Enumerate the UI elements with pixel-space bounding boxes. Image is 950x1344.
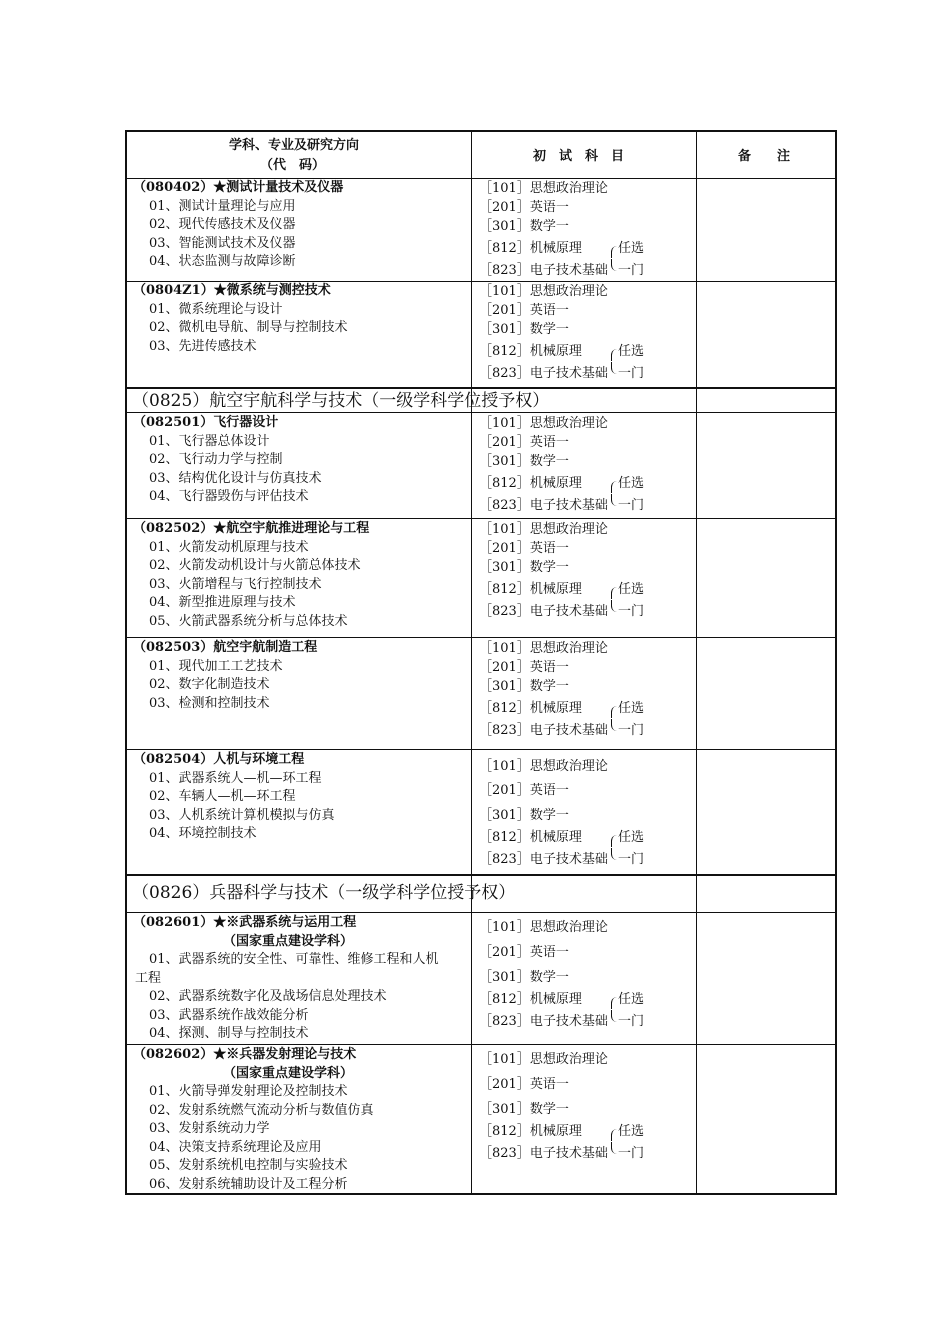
exam-subject-812: ［812］机械原理 bbox=[479, 344, 582, 359]
admissions-table bbox=[125, 130, 837, 1195]
elective-note: 一门 bbox=[618, 723, 645, 738]
elective-note: 任选 bbox=[618, 1124, 645, 1139]
brace-icon bbox=[611, 362, 618, 374]
exam-subject-812: ［812］机械原理 bbox=[479, 701, 582, 716]
exam-subject-823: ［823］电子技术基础 bbox=[479, 366, 608, 381]
brace-icon bbox=[611, 349, 618, 361]
remarks-dash-rule bbox=[696, 637, 835, 638]
research-direction: 04、新型推进原理与技术 bbox=[149, 595, 296, 610]
major-title: （082504）人机与环境工程 bbox=[133, 752, 305, 767]
research-direction: 02、发射系统燃气流动分析与数值仿真 bbox=[149, 1102, 374, 1118]
brace-icon bbox=[611, 719, 618, 731]
elective-note: 任选 bbox=[618, 992, 645, 1007]
major-title: （080402）★测试计量技术及仪器 bbox=[133, 180, 344, 195]
research-direction: 05、火箭武器系统分析与总体技术 bbox=[149, 613, 348, 629]
exam-subject-812: ［812］机械原理 bbox=[479, 1124, 582, 1139]
exam-subject-823: ［823］电子技术基础 bbox=[479, 852, 608, 867]
exam-subject-101: ［101］思想政治理论 bbox=[479, 1052, 608, 1067]
exam-subject-823: ［823］电子技术基础 bbox=[479, 263, 608, 278]
exam-subject-201: ［201］英语一 bbox=[479, 945, 569, 960]
major-subtitle: （国家重点建设学科） bbox=[223, 933, 354, 949]
elective-note: 任选 bbox=[618, 582, 645, 597]
research-direction: 03、结构优化设计与仿真技术 bbox=[149, 470, 322, 486]
elective-note: 一门 bbox=[618, 852, 645, 867]
brace-icon bbox=[611, 259, 618, 271]
exam-subject-201: ［201］英语一 bbox=[479, 1077, 569, 1092]
major-title: （082601）★※武器系统与运用工程 bbox=[133, 915, 357, 930]
research-direction: 03、先进传感技术 bbox=[149, 338, 257, 354]
exam-subject-301: ［301］数学一 bbox=[479, 970, 569, 985]
brace-icon bbox=[611, 1010, 618, 1022]
research-direction: 03、检测和控制技术 bbox=[149, 695, 270, 711]
exam-subject-201: ［201］英语一 bbox=[479, 783, 569, 798]
major-title: （082502）★航空宇航推进理论与工程 bbox=[133, 521, 370, 536]
research-direction: 01、武器系统人—机—环工程 bbox=[149, 770, 322, 786]
research-direction: 04、飞行器毁伤与评估技术 bbox=[149, 489, 309, 504]
brace-icon bbox=[611, 246, 618, 258]
elective-note: 一门 bbox=[618, 604, 645, 619]
exam-subject-201: ［201］英语一 bbox=[479, 660, 569, 675]
brace-icon bbox=[611, 481, 618, 493]
elective-note: 一门 bbox=[618, 1146, 645, 1161]
exam-subject-201: ［201］英语一 bbox=[479, 200, 569, 215]
research-direction: 04、环境控制技术 bbox=[149, 826, 257, 841]
research-direction: 03、人机系统计算机模拟与仿真 bbox=[149, 807, 335, 823]
research-direction: 02、车辆人—机—环工程 bbox=[149, 789, 296, 804]
exam-subject-201: ［201］英语一 bbox=[479, 435, 569, 450]
exam-subject-101: ［101］思想政治理论 bbox=[479, 641, 608, 656]
elective-note: 一门 bbox=[618, 366, 645, 381]
header-remarks: 备 注 bbox=[738, 149, 791, 164]
exam-subject-301: ［301］数学一 bbox=[479, 454, 569, 469]
brace-icon bbox=[611, 600, 618, 612]
exam-subject-301: ［301］数学一 bbox=[479, 679, 569, 694]
research-direction: 03、火箭增程与飞行控制技术 bbox=[149, 576, 322, 592]
research-direction: 05、发射系统机电控制与实验技术 bbox=[149, 1158, 348, 1173]
research-direction: 02、武器系统数字化及战场信息处理技术 bbox=[149, 989, 387, 1004]
research-direction: 03、智能测试技术及仪器 bbox=[149, 235, 296, 251]
brace-icon bbox=[611, 1129, 618, 1141]
exam-subject-812: ［812］机械原理 bbox=[479, 476, 582, 491]
elective-note: 任选 bbox=[618, 241, 645, 256]
exam-subject-812: ［812］机械原理 bbox=[479, 582, 582, 597]
research-direction: 02、飞行动力学与控制 bbox=[149, 452, 283, 467]
research-direction: 02、数字化制造技术 bbox=[149, 677, 270, 692]
research-direction: 06、发射系统辅助设计及工程分析 bbox=[149, 1176, 348, 1192]
exam-subject-101: ［101］思想政治理论 bbox=[479, 416, 608, 431]
category-rule bbox=[127, 912, 835, 913]
elective-note: 任选 bbox=[618, 830, 645, 845]
remarks-dash-rule bbox=[696, 281, 835, 282]
research-direction: 02、现代传感技术及仪器 bbox=[149, 217, 296, 232]
major-title: （082501）飞行器设计 bbox=[133, 415, 279, 430]
research-direction: 02、微机电导航、制导与控制技术 bbox=[149, 320, 348, 335]
research-direction: 01、火箭导弹发射理论及控制技术 bbox=[149, 1084, 348, 1099]
category-0825: （0825）航空宇航科学与技术（一级学科学位授予权） bbox=[132, 391, 550, 411]
brace-icon bbox=[611, 835, 618, 847]
exam-subject-201: ［201］英语一 bbox=[479, 303, 569, 318]
exam-subject-823: ［823］电子技术基础 bbox=[479, 723, 608, 738]
research-direction: 01、飞行器总体设计 bbox=[149, 433, 270, 449]
research-direction: 01、武器系统的安全性、可靠性、维修工程和人机 bbox=[149, 952, 439, 967]
brace-icon bbox=[611, 494, 618, 506]
research-direction: 02、火箭发动机设计与火箭总体技术 bbox=[149, 558, 361, 573]
elective-note: 一门 bbox=[618, 1014, 645, 1029]
exam-subject-823: ［823］电子技术基础 bbox=[479, 1014, 608, 1029]
header-code: （代 码） bbox=[260, 158, 326, 173]
brace-icon bbox=[611, 997, 618, 1009]
brace-icon bbox=[611, 706, 618, 718]
column-divider-2 bbox=[696, 132, 697, 1193]
elective-note: 一门 bbox=[618, 498, 645, 513]
research-direction: 03、发射系统动力学 bbox=[149, 1121, 270, 1136]
exam-subject-101: ［101］思想政治理论 bbox=[479, 284, 608, 299]
exam-subject-812: ［812］机械原理 bbox=[479, 241, 582, 256]
exam-subject-823: ［823］电子技术基础 bbox=[479, 498, 608, 513]
brace-icon bbox=[611, 587, 618, 599]
exam-subject-301: ［301］数学一 bbox=[479, 1102, 569, 1117]
major-title: （0804Z1）★微系统与测控技术 bbox=[133, 283, 331, 298]
research-direction: 04、状态监测与故障诊断 bbox=[149, 254, 296, 269]
header-exam-subjects: 初 试 科 目 bbox=[533, 149, 625, 164]
exam-subject-812: ［812］机械原理 bbox=[479, 992, 582, 1007]
research-direction: 01、测试计量理论与应用 bbox=[149, 198, 296, 214]
remarks-dash-rule bbox=[696, 1044, 835, 1045]
exam-subject-101: ［101］思想政治理论 bbox=[479, 759, 608, 774]
exam-subject-101: ［101］思想政治理论 bbox=[479, 920, 608, 935]
research-direction: 01、现代加工工艺技术 bbox=[149, 658, 283, 674]
exam-subject-301: ［301］数学一 bbox=[479, 560, 569, 575]
brace-icon bbox=[611, 848, 618, 860]
elective-note: 任选 bbox=[618, 344, 645, 359]
research-direction: 04、探测、制导与控制技术 bbox=[149, 1026, 309, 1041]
exam-subject-201: ［201］英语一 bbox=[479, 541, 569, 556]
exam-subject-301: ［301］数学一 bbox=[479, 808, 569, 823]
exam-subject-823: ［823］电子技术基础 bbox=[479, 604, 608, 619]
research-direction: 01、火箭发动机原理与技术 bbox=[149, 539, 309, 555]
exam-subject-101: ［101］思想政治理论 bbox=[479, 522, 608, 537]
major-subtitle: （国家重点建设学科） bbox=[223, 1065, 354, 1081]
exam-subject-812: ［812］机械原理 bbox=[479, 830, 582, 845]
category-rule bbox=[127, 874, 835, 876]
elective-note: 一门 bbox=[618, 263, 645, 278]
elective-note: 任选 bbox=[618, 476, 645, 491]
research-direction: 01、微系统理论与设计 bbox=[149, 301, 283, 317]
major-title: （082602）★※兵器发射理论与技术 bbox=[133, 1047, 357, 1062]
header-discipline: 学科、专业及研究方向 bbox=[229, 138, 360, 153]
elective-note: 任选 bbox=[618, 701, 645, 716]
exam-subject-301: ［301］数学一 bbox=[479, 322, 569, 337]
category-0826: （0826）兵器科学与技术（一级学科学位授予权） bbox=[132, 883, 516, 903]
exam-subject-301: ［301］数学一 bbox=[479, 219, 569, 234]
research-direction: 03、武器系统作战效能分析 bbox=[149, 1007, 309, 1023]
remarks-dash-rule bbox=[696, 518, 835, 519]
research-direction: 04、决策支持系统理论及应用 bbox=[149, 1139, 322, 1155]
column-divider-1 bbox=[471, 132, 472, 1193]
major-title: （082503）航空宇航制造工程 bbox=[133, 640, 318, 655]
exam-subject-101: ［101］思想政治理论 bbox=[479, 181, 608, 196]
research-direction: 工程 bbox=[135, 970, 162, 986]
remarks-dash-rule bbox=[696, 749, 835, 750]
brace-icon bbox=[611, 1142, 618, 1154]
exam-subject-823: ［823］电子技术基础 bbox=[479, 1146, 608, 1161]
